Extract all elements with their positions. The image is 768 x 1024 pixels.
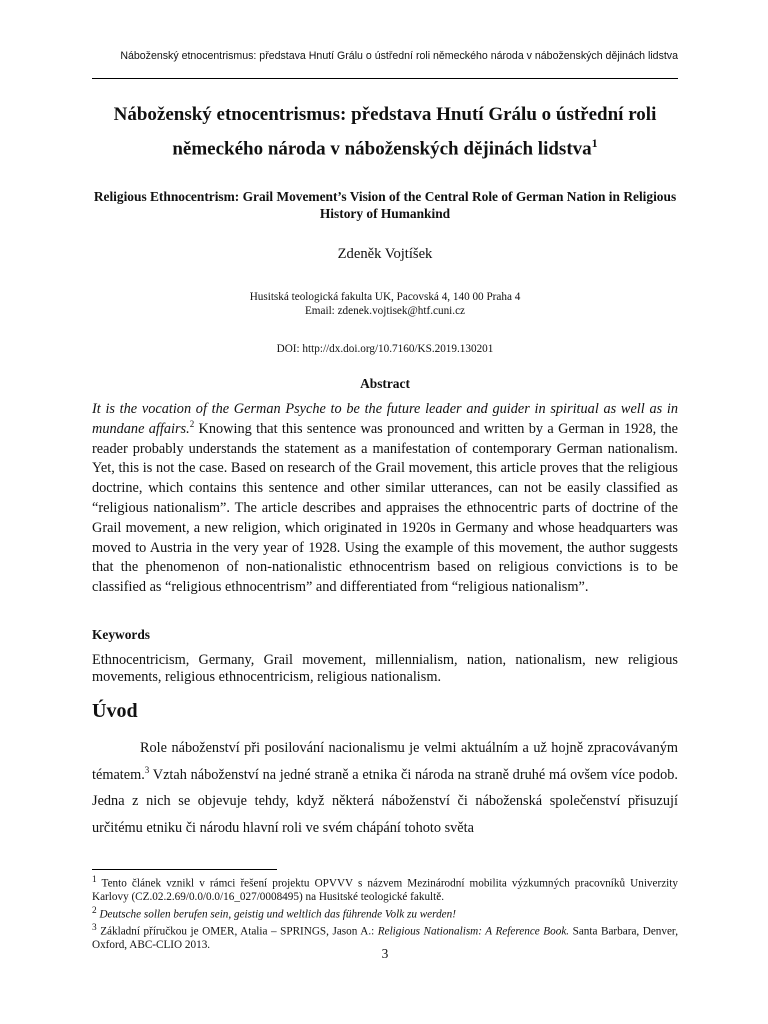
footnotes bbox=[92, 874, 678, 952]
page-number: 3 bbox=[381, 946, 389, 961]
footnote-ref-1[interactable]: 1 bbox=[591, 136, 598, 150]
abstract-text bbox=[92, 400, 678, 598]
footnote-rule bbox=[92, 869, 277, 870]
footnote-text: Základní příručkou je OMER, Atalia – SPRINGS, Jason A.: bbox=[96, 925, 378, 938]
footnote-1 bbox=[92, 874, 678, 905]
footnote-2 bbox=[92, 905, 678, 922]
intro-text-after: Vztah náboženství na jedné straně a etnika či národa na straně druhé má ovšem více podob. Jedna z nich se objevuje tehdy, když některá náboženství či náboženská společenství přisuzují určitému etniku či národu hlavní roli ve svém chápání tohoto světa bbox=[92, 766, 678, 836]
article-title bbox=[92, 100, 678, 163]
affiliation: Husitská teologická fakulta UK, Pacovská 4, 140 00 Praha 4 bbox=[249, 291, 521, 303]
section-heading-intro: Úvod bbox=[92, 700, 138, 722]
english-title: Religious Ethnocentrism: Grail Movement’s Vision of the Central Role of German Nation in Religious History of Humankind bbox=[93, 189, 677, 221]
running-header: Náboženský etnocentrismus: představa Hnutí Grálu o ústřední roli německého národa v náboženských dějinách lidstva bbox=[120, 50, 678, 62]
intro-paragraph bbox=[92, 735, 678, 841]
footnote-text: Tento článek vznikl v rámci řešení projektu OPVVV s názvem Mezinárodní mobilita výzkumných pracovníků Univerzity Karlovy (CZ.02.2.69/0.0/0.0/16_027/0008495) na Husitské teologické fakultě. bbox=[92, 877, 678, 904]
header-rule bbox=[92, 78, 678, 79]
intro-text-before: Role náboženství při posilování nacionalismu je velmi aktuálním a už hojně zpracovávaným tématem. bbox=[92, 740, 678, 783]
doi-link[interactable]: DOI: http://dx.doi.org/10.7160/KS.2019.130201 bbox=[276, 343, 494, 355]
abstract-quote: It is the vocation of the German Psyche to be the future leader and guider in spiritual as well as in mundane affairs. bbox=[92, 401, 678, 437]
abstract-body: Knowing that this sentence was pronounced and written by a German in 1928, the reader probably understands the statement as a manifestation of contemporary German nationalism. Yet, this is not the case. Based on research of the Grail movement, this article proves that the religious doctrine, which contains this sentence and other similar utterances, can not be easily classified as “religious nationalism”. The article describes and appraises the ethnocentric parts of doctrine of the Grail movement, a new religion, which originated in 1920s in Germany and whose headquarters was moved to Austria in the very year of 1928. Using the example of this movement, the author suggests that the phenomenon of non-nationalistic ethnocentrism based on religious convictions is to be classified as “religious ethnocentrism” and differentiated from “religious nationalism”. bbox=[92, 420, 678, 596]
footnote-text: Deutsche sollen berufen sein, geistig und weltlich das führende Volk zu werden! bbox=[96, 908, 456, 921]
footnote-book-title: Religious Nationalism: A Reference Book. bbox=[377, 925, 570, 938]
footnote-mark: 1 bbox=[92, 875, 97, 885]
footnote-ref-3[interactable]: 3 bbox=[144, 764, 150, 775]
footnote-text-end: Santa Barbara, Denver, Oxford, ABC-CLIO 2013. bbox=[92, 925, 679, 951]
affiliation-block bbox=[92, 290, 678, 318]
keywords-heading: Keywords bbox=[92, 627, 151, 642]
article-title-text: Náboženský etnocentrismus: představa Hnutí Grálu o ústřední roli německého národa v náboženských dějinách lidstva bbox=[113, 104, 657, 160]
footnote-mark: 2 bbox=[92, 905, 97, 916]
keywords-text: Ethnocentricism, Germany, Grail movement, millennialism, nation, nationalism, new religious movements, religious ethnocentricism, religious nationalism. bbox=[92, 652, 678, 685]
author-email[interactable]: Email: zdenek.vojtisek@htf.cuni.cz bbox=[304, 305, 466, 317]
author-name: Zdeněk Vojtíšek bbox=[337, 246, 433, 262]
footnote-ref-2[interactable]: 2 bbox=[189, 419, 195, 430]
abstract-heading: Abstract bbox=[360, 376, 410, 391]
footnote-mark: 3 bbox=[92, 922, 97, 933]
